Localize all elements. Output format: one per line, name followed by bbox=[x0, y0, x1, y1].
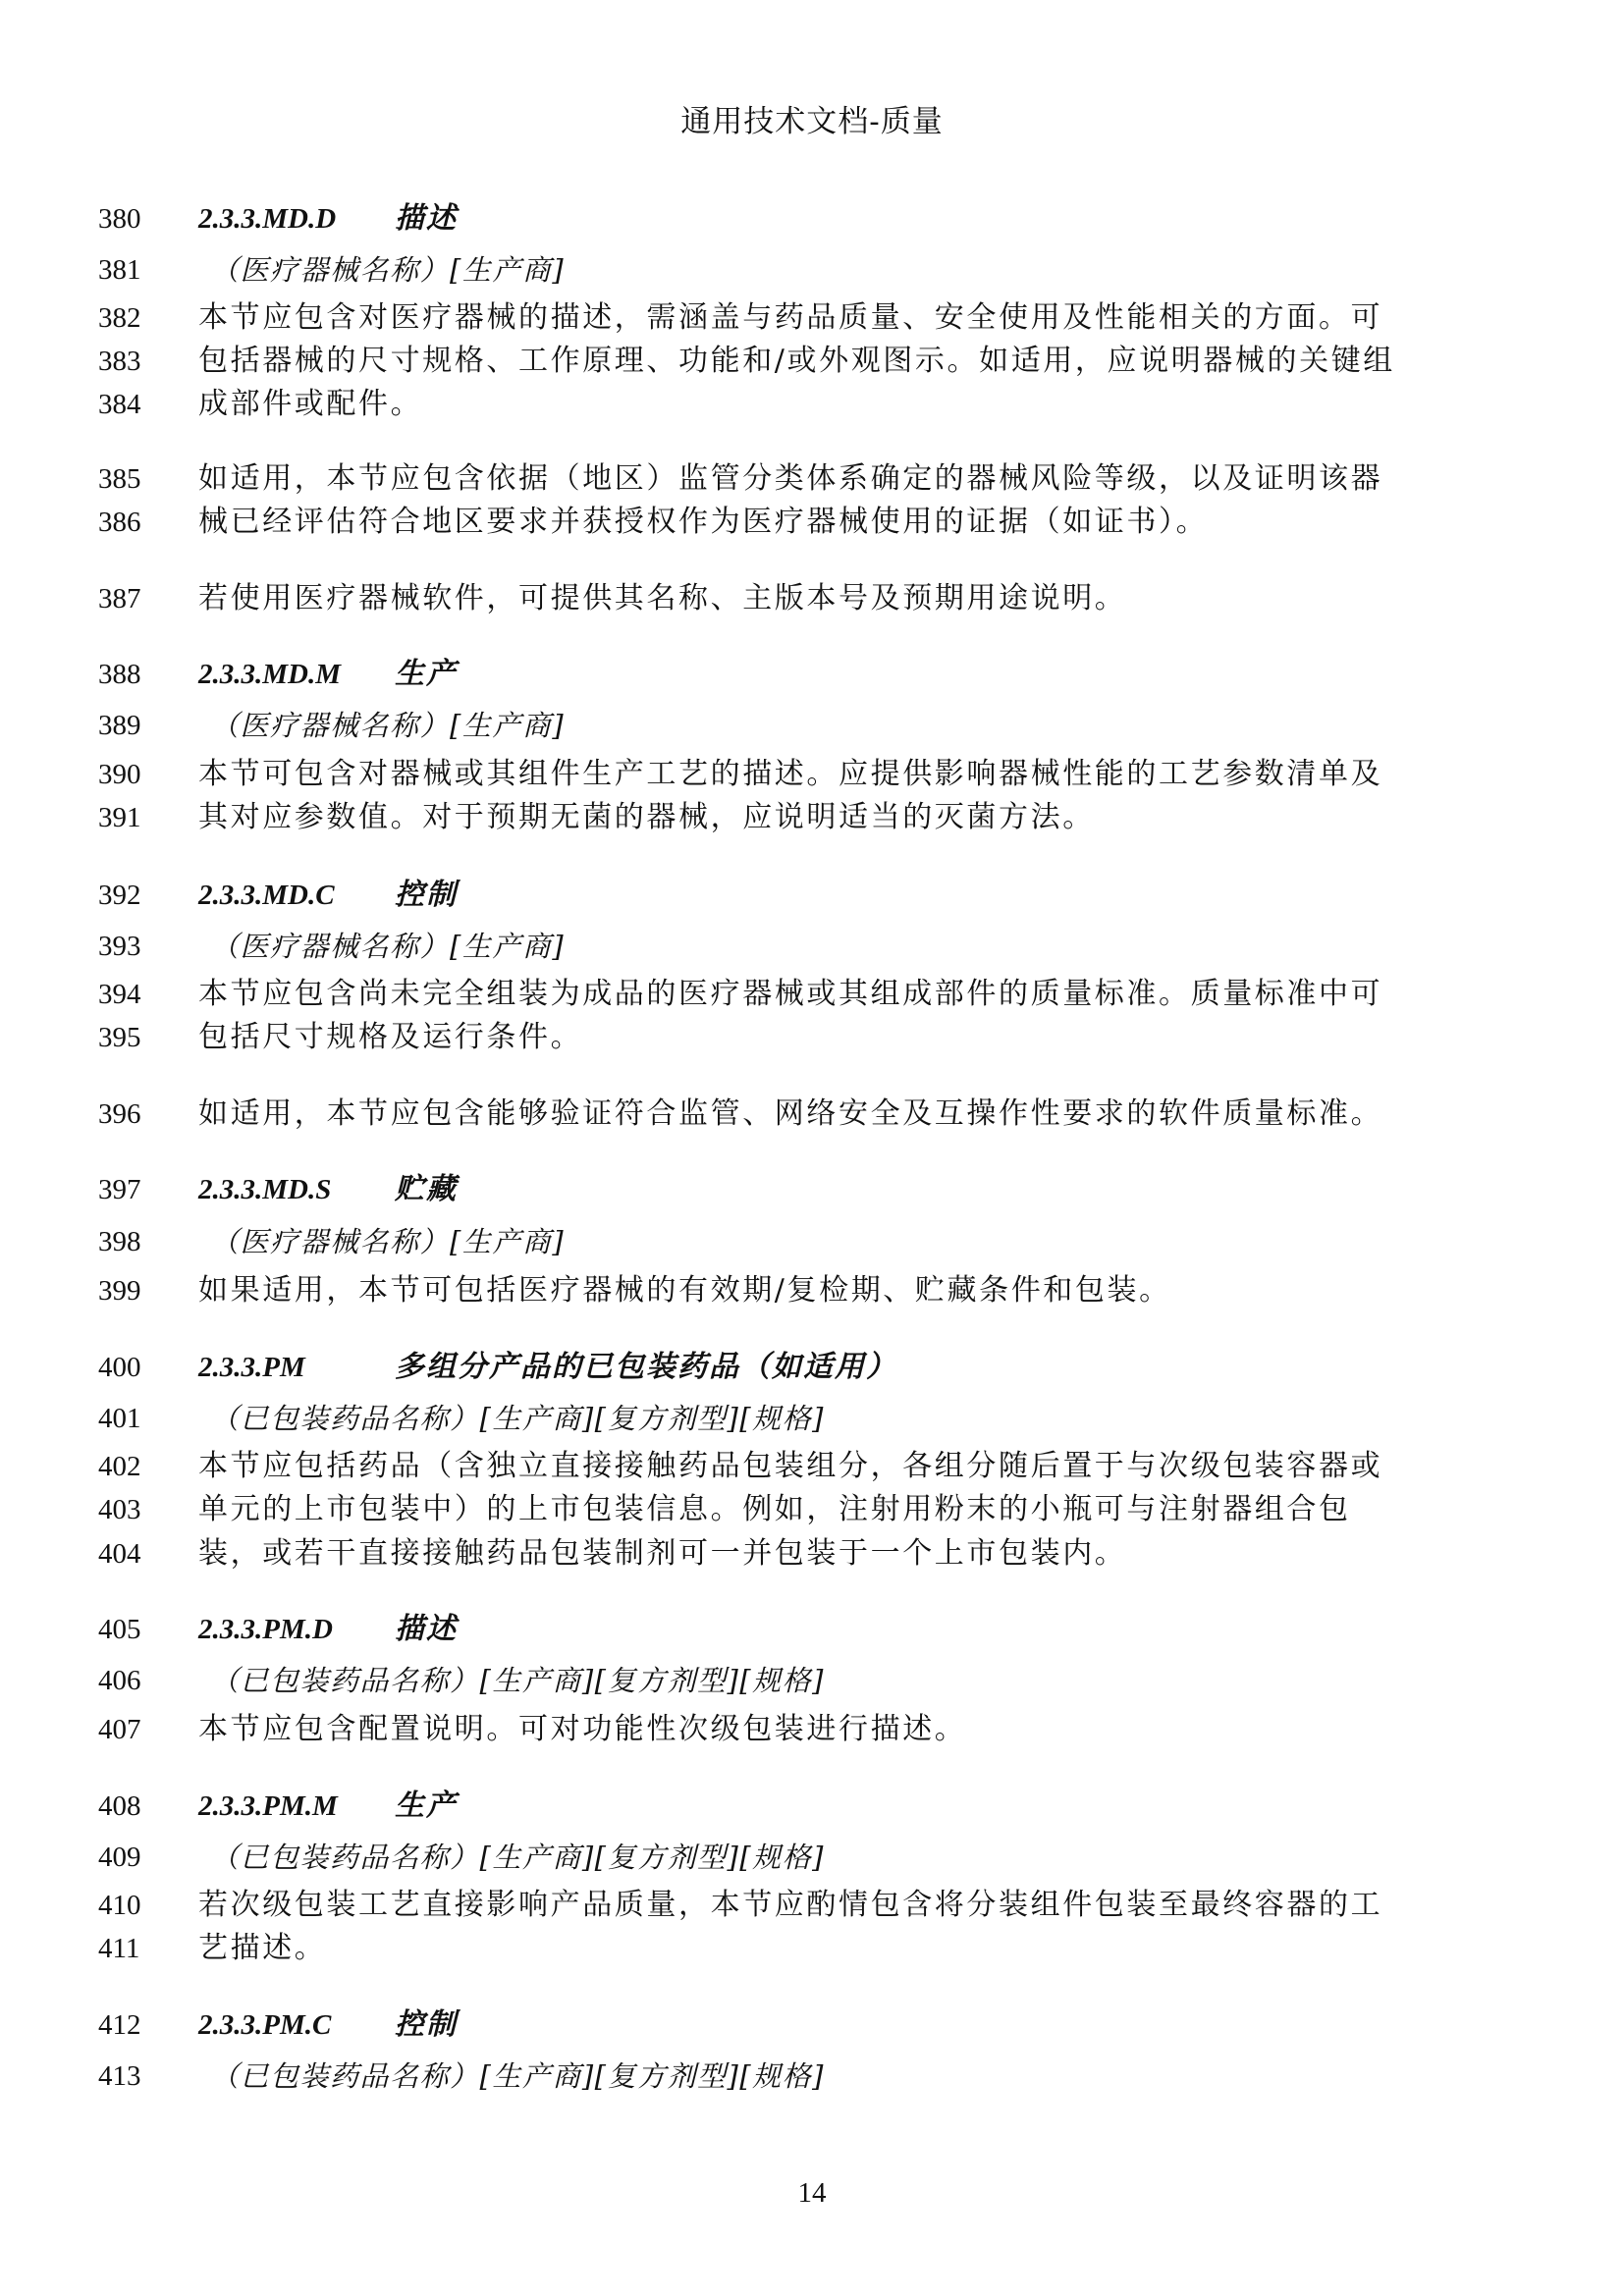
line-number: 382 bbox=[98, 302, 141, 334]
line-text: 若次级包装工艺直接影响产品质量，本节应酌情包含将分装组件包装至最终容器的工 bbox=[198, 1888, 1383, 1922]
line-number: 399 bbox=[98, 1275, 141, 1307]
line-number: 398 bbox=[98, 1226, 141, 1257]
subtitle-text: （已包装药品名称）[生产商][复方剂型][规格] bbox=[210, 1841, 825, 1874]
line-text: 装，或若干直接接触药品包装制剂可一并包装于一个上市包装内。 bbox=[198, 1536, 1127, 1571]
line-number: 394 bbox=[98, 979, 141, 1010]
line-number: 380 bbox=[98, 203, 141, 235]
section-title: 描述 bbox=[395, 1612, 458, 1646]
line-number: 401 bbox=[98, 1403, 141, 1434]
line-number: 386 bbox=[98, 507, 141, 538]
line-number: 406 bbox=[98, 1665, 141, 1696]
line-number: 388 bbox=[98, 659, 141, 690]
page-header: 通用技术文档-质量 bbox=[680, 104, 944, 139]
page-number: 14 bbox=[797, 2177, 827, 2209]
line-text: 械已经评估符合地区要求并获授权作为医疗器械使用的证据（如证书）。 bbox=[198, 505, 1209, 539]
line-text: 本节应包含对医疗器械的描述，需涵盖与药品质量、安全使用及性能相关的方面。可 bbox=[198, 300, 1383, 335]
subtitle-text: （医疗器械名称）[生产商] bbox=[210, 1225, 566, 1258]
section-title: 贮藏 bbox=[395, 1172, 458, 1206]
line-number: 396 bbox=[98, 1098, 141, 1130]
line-text: 如适用，本节应包含能够验证符合监管、网络安全及互操作性要求的软件质量标准。 bbox=[198, 1096, 1383, 1131]
line-number: 385 bbox=[98, 463, 141, 495]
section-code: 2.3.3.MD.C bbox=[198, 880, 335, 911]
section-title: 描述 bbox=[395, 201, 458, 236]
line-text: 本节应包含配置说明。可对功能性次级包装进行描述。 bbox=[198, 1712, 967, 1746]
subtitle-text: （已包装药品名称）[生产商][复方剂型][规格] bbox=[210, 1664, 825, 1697]
section-code: 2.3.3.PM.D bbox=[198, 1614, 333, 1645]
line-text: 包括器械的尺寸规格、工作原理、功能和/或外观图示。如适用，应说明器械的关键组 bbox=[198, 344, 1395, 378]
line-number: 404 bbox=[98, 1538, 141, 1570]
section-code: 2.3.3.PM.C bbox=[198, 2009, 332, 2041]
line-text: 如适用，本节应包含依据（地区）监管分类体系确定的器械风险等级，以及证明该器 bbox=[198, 461, 1383, 496]
line-number: 409 bbox=[98, 1842, 141, 1873]
line-text: 本节应包括药品（含独立直接接触药品包装组分，各组分随后置于与次级包装容器或 bbox=[198, 1449, 1383, 1483]
subtitle-text: （医疗器械名称）[生产商] bbox=[210, 709, 566, 742]
section-title: 控制 bbox=[395, 878, 458, 912]
section-title: 控制 bbox=[395, 2007, 458, 2042]
line-number: 397 bbox=[98, 1174, 141, 1205]
line-number: 391 bbox=[98, 802, 141, 833]
line-number: 387 bbox=[98, 583, 141, 614]
line-number: 389 bbox=[98, 710, 141, 741]
line-number: 413 bbox=[98, 2060, 141, 2092]
line-number: 412 bbox=[98, 2009, 141, 2041]
line-number: 400 bbox=[98, 1352, 141, 1383]
line-text: 包括尺寸规格及运行条件。 bbox=[198, 1020, 583, 1054]
line-number: 402 bbox=[98, 1451, 141, 1482]
section-title: 生产 bbox=[395, 657, 458, 691]
subtitle-text: （医疗器械名称）[生产商] bbox=[210, 253, 566, 287]
line-text: 艺描述。 bbox=[198, 1931, 327, 1965]
line-number: 383 bbox=[98, 346, 141, 377]
line-text: 本节应包含尚未完全组装为成品的医疗器械或其组成部件的质量标准。质量标准中可 bbox=[198, 977, 1383, 1011]
line-text: 成部件或配件。 bbox=[198, 387, 423, 421]
line-number: 405 bbox=[98, 1614, 141, 1645]
section-title: 多组分产品的已包装药品（如适用） bbox=[395, 1350, 897, 1384]
line-number: 395 bbox=[98, 1022, 141, 1053]
line-number: 392 bbox=[98, 880, 141, 911]
line-number: 384 bbox=[98, 389, 141, 420]
subtitle-text: （已包装药品名称）[生产商][复方剂型][规格] bbox=[210, 1402, 825, 1435]
line-text: 若使用医疗器械软件，可提供其名称、主版本号及预期用途说明。 bbox=[198, 581, 1127, 615]
line-number: 393 bbox=[98, 931, 141, 962]
line-text: 其对应参数值。对于预期无菌的器械，应说明适当的灭菌方法。 bbox=[198, 800, 1095, 834]
section-code: 2.3.3.MD.M bbox=[198, 659, 342, 690]
line-number: 381 bbox=[98, 254, 141, 286]
section-code: 2.3.3.PM.M bbox=[198, 1790, 338, 1822]
line-number: 408 bbox=[98, 1790, 141, 1822]
line-text: 如果适用，本节可包括医疗器械的有效期/复检期、贮藏条件和包装。 bbox=[198, 1273, 1171, 1308]
line-number: 410 bbox=[98, 1890, 141, 1921]
section-code: 2.3.3.MD.S bbox=[198, 1174, 332, 1205]
line-text: 本节可包含对器械或其组件生产工艺的描述。应提供影响器械性能的工艺参数清单及 bbox=[198, 757, 1383, 791]
subtitle-text: （已包装药品名称）[生产商][复方剂型][规格] bbox=[210, 2059, 825, 2093]
section-title: 生产 bbox=[395, 1789, 458, 1823]
line-text: 单元的上市包装中）的上市包装信息。例如，注射用粉末的小瓶可与注射器组合包 bbox=[198, 1492, 1351, 1526]
line-number: 411 bbox=[98, 1933, 140, 1964]
section-code: 2.3.3.PM bbox=[198, 1352, 305, 1383]
line-number: 390 bbox=[98, 759, 141, 790]
line-number: 403 bbox=[98, 1494, 141, 1525]
section-code: 2.3.3.MD.D bbox=[198, 203, 337, 235]
line-number: 407 bbox=[98, 1714, 141, 1745]
subtitle-text: （医疗器械名称）[生产商] bbox=[210, 930, 566, 963]
